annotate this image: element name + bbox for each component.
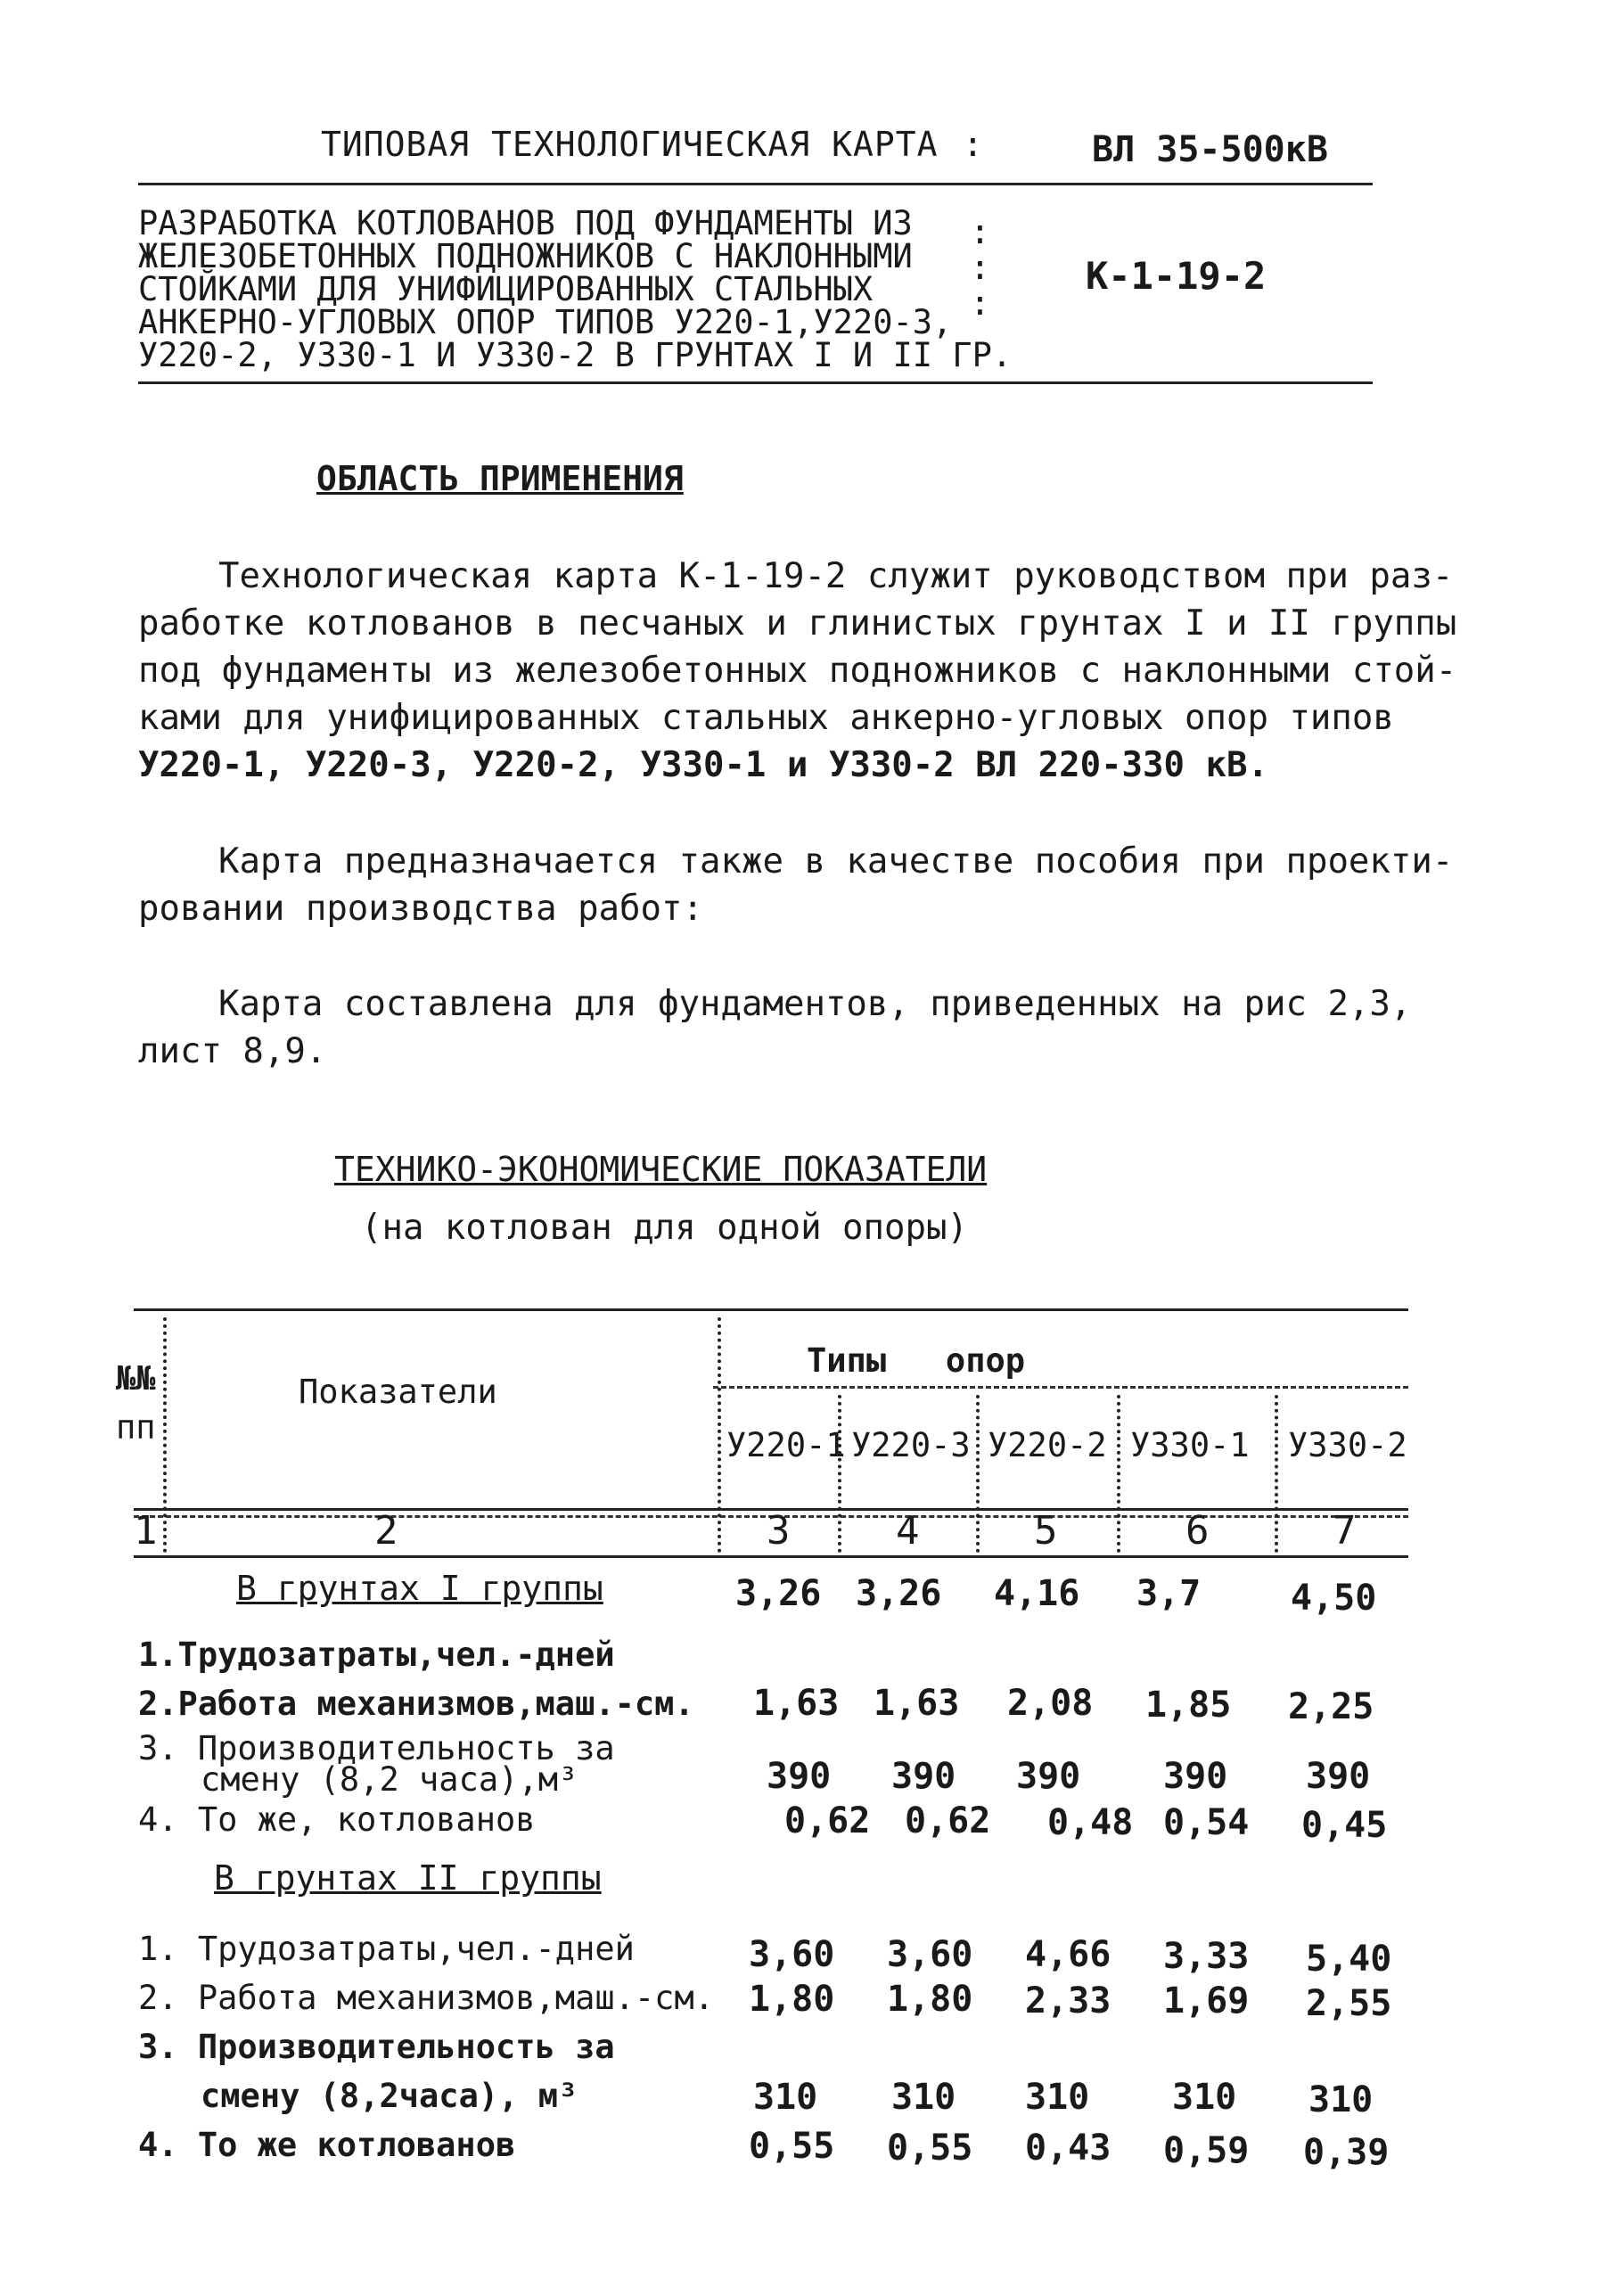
column-number: 2: [374, 1508, 398, 1554]
header-separator: :: [970, 212, 990, 251]
table-row-label: 3. Производительность за: [138, 1729, 615, 1767]
subject-line: ЖЕЛЕЗОБЕТОННЫХ ПОДНОЖНИКОВ С НАКЛОННЫМИ: [138, 237, 913, 275]
table-cell: 390: [1163, 1756, 1228, 1797]
table-cell: 3,7: [1136, 1573, 1202, 1614]
table-cell: 310: [1308, 2079, 1374, 2120]
header-separator: :: [970, 283, 990, 323]
table-cell: 390: [767, 1756, 832, 1797]
scope-heading: ОБЛАСТЬ ПРИМЕНЕНИЯ: [316, 459, 684, 498]
table-cell: 3,33: [1163, 1936, 1250, 1977]
paragraph-line: Карта предназначается также в качестве пособия при проекти-: [218, 841, 1454, 882]
table-cell: 0,62: [905, 1800, 991, 1841]
column-number: 4: [896, 1508, 920, 1554]
table-cell: 3,60: [749, 1934, 835, 1975]
table-row-label: 2. Работа механизмов,маш.-см.: [138, 1979, 715, 2017]
table-rule-top: [134, 1308, 1408, 1311]
indicators-subtitle: (на котлован для одной опоры): [361, 1208, 968, 1248]
group-2-title: В грунтах II группы: [214, 1858, 602, 1898]
column-header-indicators: Показатели: [299, 1373, 497, 1411]
column-separator: [718, 1317, 721, 1553]
table-cell: 0,54: [1163, 1802, 1250, 1843]
column-separator: [976, 1395, 980, 1553]
table-rule-types: [713, 1386, 1408, 1389]
paragraph-line: Карта составлена для фундаментов, приведенных на рис 2,3,: [218, 984, 1412, 1024]
table-row-label: 2.Работа механизмов,маш.-см.: [138, 1685, 694, 1723]
card-code: К-1-19-2: [1086, 254, 1267, 298]
type-header: У220-2: [988, 1426, 1107, 1464]
table-cell: 0,45: [1301, 1805, 1388, 1846]
column-separator: [163, 1317, 167, 1553]
column-number: 1: [134, 1508, 158, 1554]
column-number: 6: [1185, 1508, 1210, 1554]
column-header-number: №№: [116, 1359, 156, 1398]
column-number: 5: [1034, 1508, 1058, 1554]
table-cell: 4,66: [1025, 1934, 1112, 1975]
table-cell: 2,33: [1025, 1980, 1112, 2021]
column-number: 7: [1333, 1508, 1357, 1554]
table-cell: 2,08: [1007, 1683, 1094, 1724]
table-cell: 1,80: [749, 1979, 835, 2020]
table-cell: 390: [891, 1756, 956, 1797]
table-cell: 310: [891, 2077, 956, 2118]
table-cell: 0,43: [1025, 2128, 1112, 2169]
header-rule-bottom: [138, 381, 1373, 384]
table-rule-numbers: [134, 1555, 1408, 1558]
table-cell: 4,50: [1291, 1578, 1377, 1619]
table-cell: 1,69: [1163, 1980, 1250, 2021]
scope-paragraph-3: [138, 980, 1412, 1075]
table-cell: 1,85: [1145, 1685, 1232, 1726]
column-separator: [1117, 1395, 1120, 1553]
type-header: У330-2: [1288, 1426, 1407, 1464]
subject-line: АНКЕРНО-УГЛОВЫХ ОПОР ТИПОВ У220-1,У220-3,: [138, 303, 953, 341]
table-row-label: 4. То же, котлованов: [138, 1800, 536, 1839]
table-cell: 390: [1016, 1756, 1081, 1797]
paragraph-line: У220-1, У220-3, У220-2, У330-1 и У330-2 ВЛ 220-330 кВ.: [138, 745, 1268, 785]
type-header: У220-3: [851, 1426, 971, 1464]
table-cell: 0,55: [887, 2128, 973, 2169]
type-header: У330-1: [1130, 1426, 1250, 1464]
paragraph-line: ками для унифицированных стальных анкерно-угловых опор типов: [138, 698, 1394, 738]
table-cell: 3,26: [856, 1573, 942, 1614]
scope-paragraph-1: [138, 553, 1457, 789]
column-number: 3: [767, 1508, 791, 1554]
table-row-label: 1. Трудозатраты,чел.-дней: [138, 1930, 635, 1968]
table-row-label-continued: смену (8,2 часа),м³: [201, 1760, 578, 1799]
table-cell: 310: [1025, 2077, 1090, 2118]
paragraph-line: работке котлованов в песчаных и глинистых грунтах I и II группы: [138, 603, 1457, 644]
page-title: ТИПОВАЯ ТЕХНОЛОГИЧЕСКАЯ КАРТА: [321, 125, 939, 164]
table-cell: 1,80: [887, 1979, 973, 2020]
indicators-heading: ТЕХНИКО-ЭКОНОМИЧЕСКИЕ ПОКАЗАТЕЛИ: [334, 1150, 988, 1189]
table-row-label: 1.Трудозатраты,чел.-дней: [138, 1636, 615, 1674]
paragraph-line: ровании производства работ:: [138, 889, 703, 929]
subject-line: У220-2, У330-1 И У330-2 В ГРУНТАХ I И II ГР.: [138, 336, 1013, 374]
paragraph-line: Технологическая карта К-1-19-2 служит руководством при раз-: [218, 556, 1454, 596]
header-rule-top: [138, 183, 1373, 185]
table-cell: 0,39: [1303, 2132, 1390, 2173]
subject-line: СТОЙКАМИ ДЛЯ УНИФИЦИРОВАННЫХ СТАЛЬНЫХ: [138, 270, 874, 308]
column-separator: [1275, 1395, 1278, 1553]
paragraph-line: под фундаменты из железобетонных подножников с наклонными стой-: [138, 651, 1457, 691]
table-cell: 390: [1306, 1756, 1371, 1797]
group-1-title: В грунтах I группы: [236, 1569, 603, 1608]
table-row-label: 4. То же котлованов: [138, 2126, 516, 2164]
header-separator: :: [963, 125, 983, 164]
table-cell: 0,59: [1163, 2130, 1250, 2171]
header-separator: :: [970, 248, 990, 287]
table-cell: 0,48: [1047, 1802, 1134, 1843]
table-cell: 3,60: [887, 1934, 973, 1975]
table-cell: 1,63: [753, 1683, 840, 1724]
scope-paragraph-2: [138, 838, 1454, 932]
column-separator: [838, 1395, 841, 1553]
table-cell: 310: [1172, 2077, 1237, 2118]
table-cell: 0,55: [749, 2126, 835, 2167]
column-header-types: Типы опор: [807, 1341, 1026, 1380]
table-cell: 0,62: [784, 1800, 871, 1841]
standard-code: ВЛ 35-500кВ: [1092, 129, 1328, 170]
subject-line: РАЗРАБОТКА КОТЛОВАНОВ ПОД ФУНДАМЕНТЫ ИЗ: [138, 204, 913, 242]
table-cell: 3,26: [735, 1573, 822, 1614]
paragraph-line: лист 8,9.: [138, 1031, 327, 1071]
table-cell: 1,63: [874, 1683, 960, 1724]
type-header: У220-1: [726, 1426, 846, 1464]
table-row-label-continued: смену (8,2часа), м³: [201, 2077, 578, 2115]
table-cell: 5,40: [1306, 1939, 1392, 1980]
table-cell: 2,55: [1306, 1983, 1392, 2024]
table-cell: 310: [753, 2077, 818, 2118]
column-header-number-2: пп: [116, 1408, 156, 1447]
table-cell: 2,25: [1288, 1686, 1374, 1727]
table-row-label: 3. Производительность за: [138, 2028, 615, 2066]
table-cell: 4,16: [994, 1573, 1080, 1614]
